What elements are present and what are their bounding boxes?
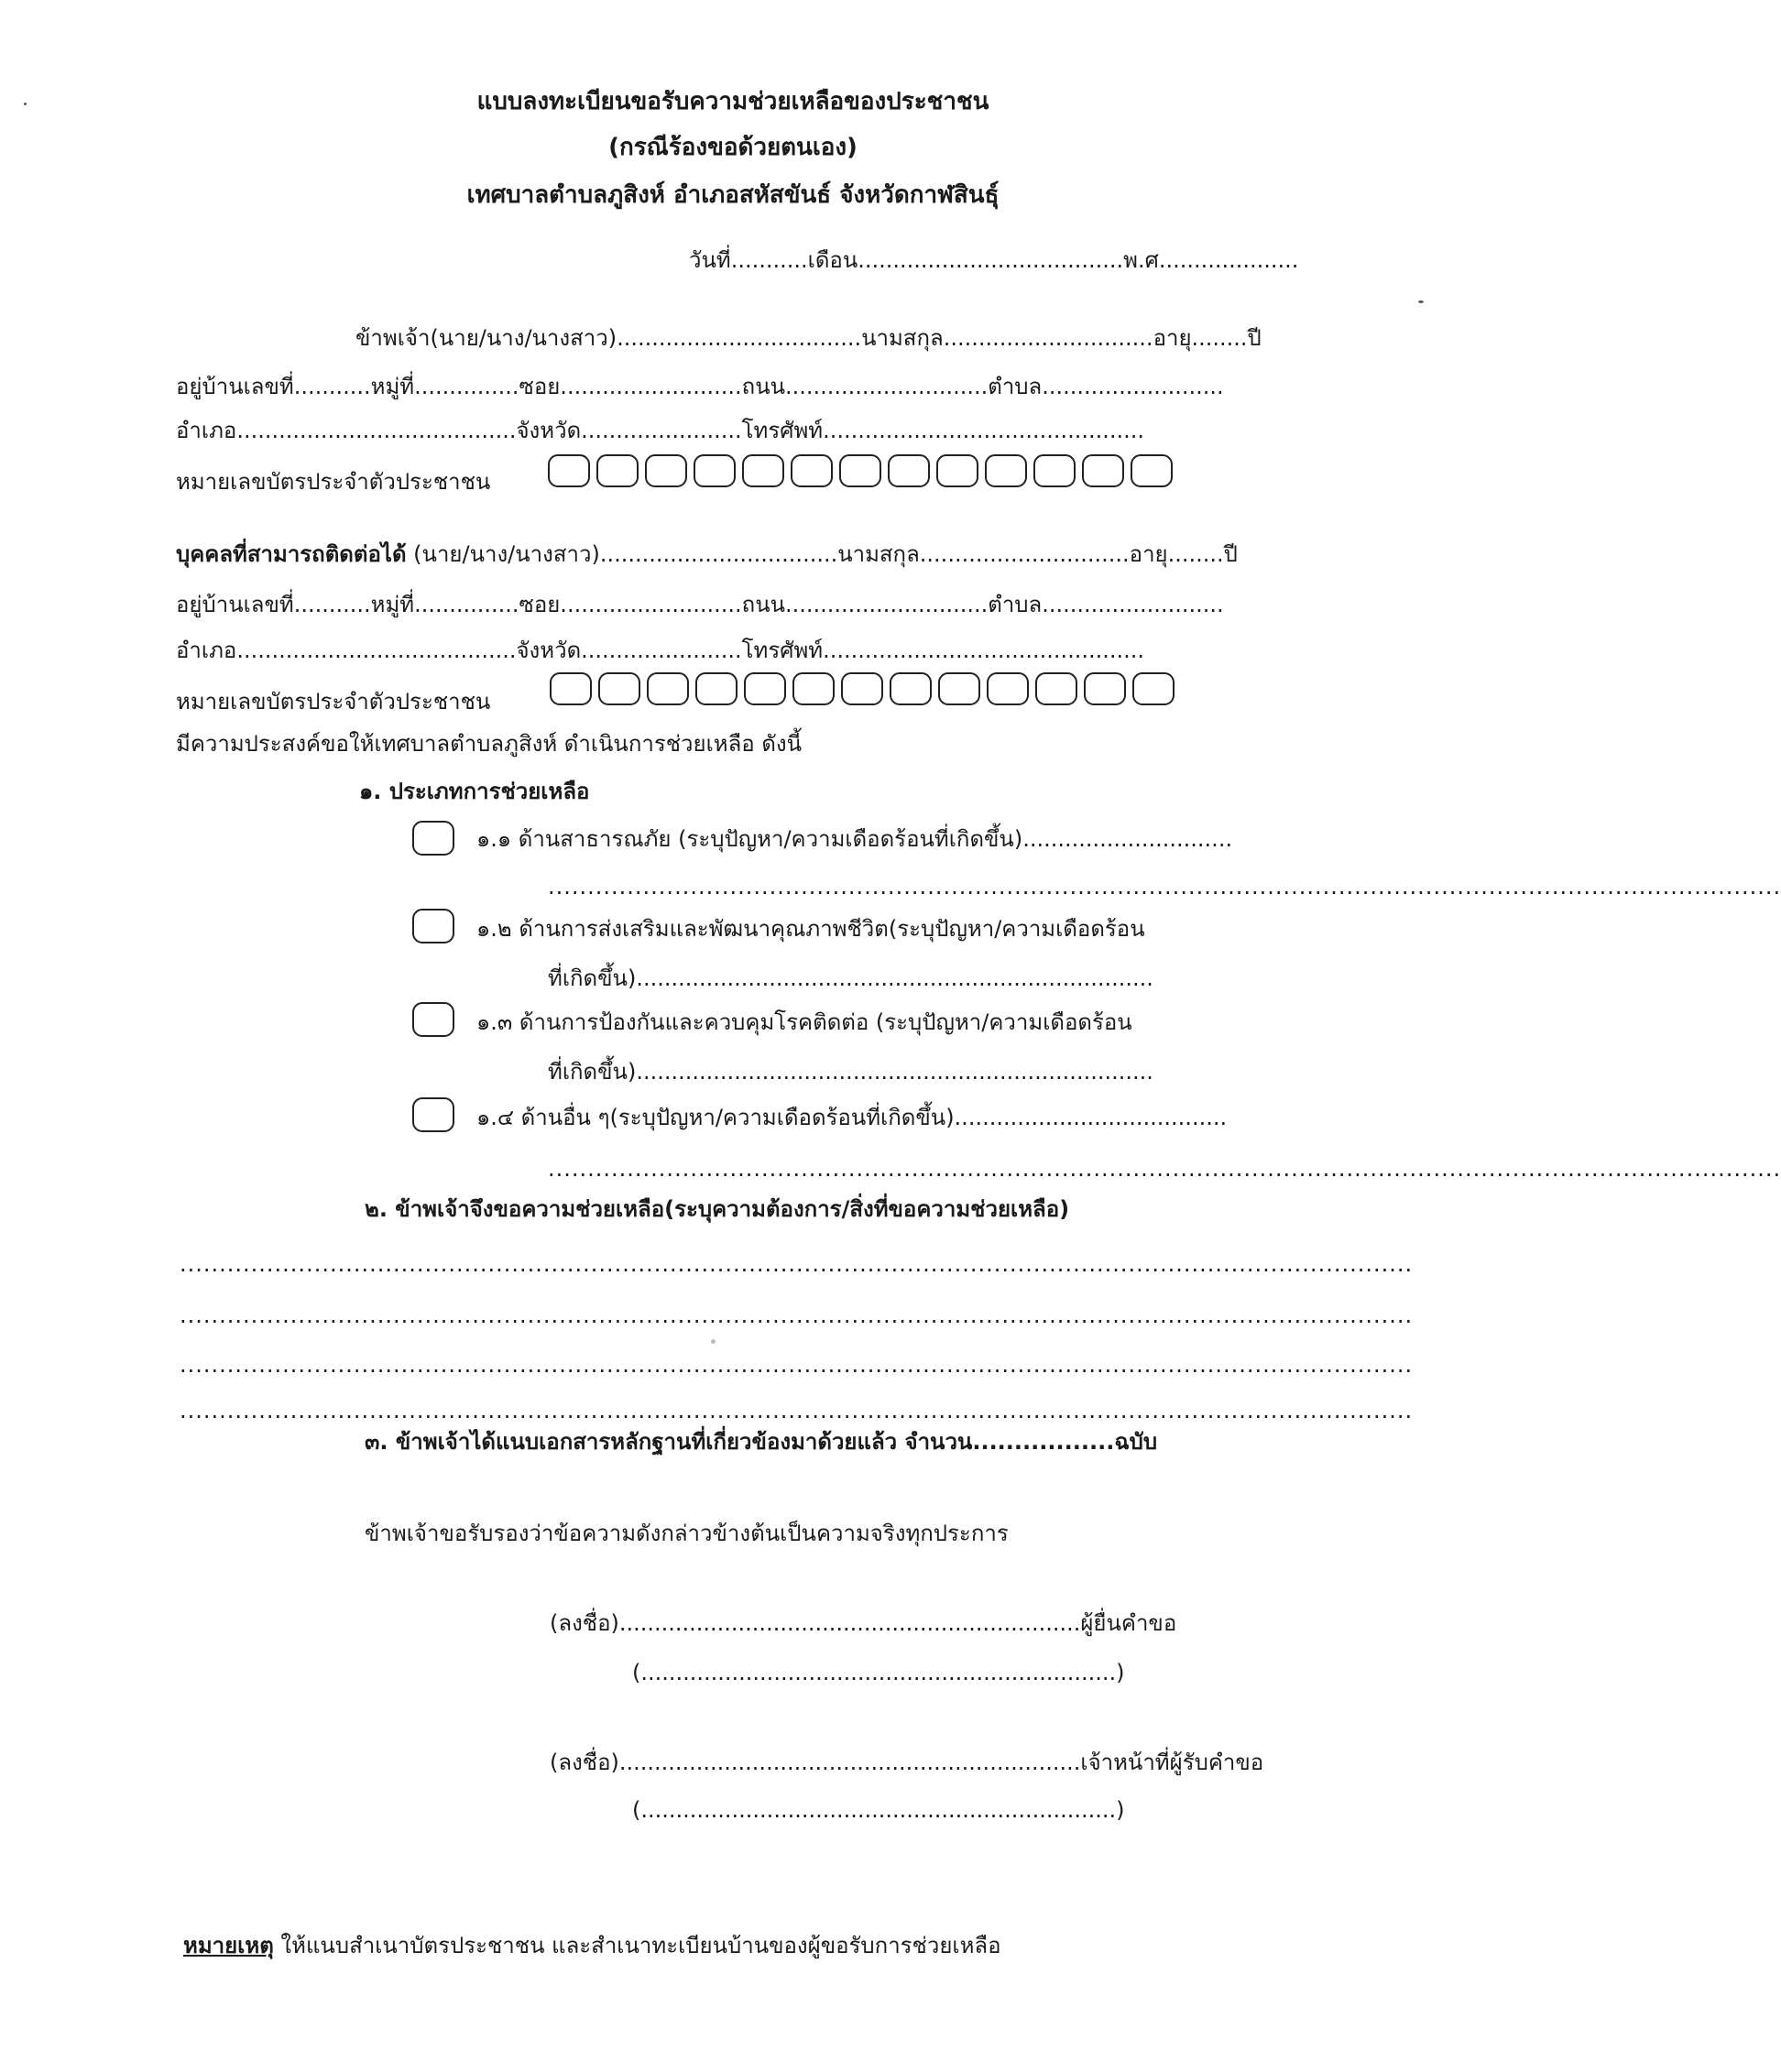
applicant-id-boxes[interactable] xyxy=(548,454,1173,487)
id-digit-box[interactable] xyxy=(839,454,881,487)
checkbox-disaster[interactable] xyxy=(412,821,454,856)
item-quality-of-life-line[interactable]: ๑.๒ ด้านการส่งเสริมและพัฒนาคุณภาพชีวิต(ระบุปัญหา/ความเดือดร้อน xyxy=(476,916,1145,942)
request-line-1[interactable]: ............................................................................................................................................................ xyxy=(180,1251,1414,1277)
item-disease-control-line2[interactable]: ที่เกิดขึ้น).......................................................................... xyxy=(548,1059,1153,1085)
item-disease-control-line[interactable]: ๑.๓ ด้านการป้องกันและควบคุมโรคติดต่อ (ระบุปัญหา/ความเดือดร้อน xyxy=(476,1009,1132,1035)
applicant-name-line[interactable]: ข้าพเจ้า(นาย/นาง/นางสาว)...................................นามสกุล..............................อายุ........ปี xyxy=(355,325,1262,351)
contact-district-line[interactable]: อำเภอ........................................จังหวัด.......................โทรศัพท์.............................................. xyxy=(176,638,1145,663)
contact-id-label: หมายเลขบัตรประจำตัวประชาชน xyxy=(176,689,491,714)
id-digit-box[interactable] xyxy=(550,672,592,705)
applicant-id-label: หมายเลขบัตรประจำตัวประชาชน xyxy=(176,469,491,495)
scan-speck xyxy=(1418,300,1424,303)
id-digit-box[interactable] xyxy=(695,672,738,705)
id-digit-box[interactable] xyxy=(647,672,689,705)
applicant-signature-line[interactable]: (ลงชื่อ)..................................................................ผู้ยื่นคำขอ xyxy=(550,1610,1177,1636)
id-digit-box[interactable] xyxy=(548,454,590,487)
request-line-2[interactable]: ............................................................................................................................................................ xyxy=(180,1303,1414,1328)
id-digit-box[interactable] xyxy=(987,672,1029,705)
scan-speck xyxy=(711,1339,716,1344)
id-digit-box[interactable] xyxy=(936,454,978,487)
remark-line xyxy=(183,1935,1001,1957)
applicant-district-line[interactable]: อำเภอ........................................จังหวัด.......................โทรศัพท์.............................................. xyxy=(176,418,1145,443)
scan-speck xyxy=(24,103,27,105)
contact-label: บุคคลที่สามารถติดต่อได้ xyxy=(176,541,407,567)
checkbox-disease-control[interactable] xyxy=(412,1002,454,1037)
request-line-3[interactable]: ............................................................................................................................................................ xyxy=(180,1352,1414,1378)
id-digit-box[interactable] xyxy=(888,454,930,487)
id-digit-box[interactable] xyxy=(938,672,980,705)
officer-printed-name[interactable]: (....................................................................) xyxy=(632,1797,1125,1823)
id-digit-box[interactable] xyxy=(985,454,1027,487)
remark-label: หมายเหตุ xyxy=(183,1933,274,1958)
municipality-line: เทศบาลตำบลภูสิงห์ อำเภอสหัสขันธ์ จังหวัดกาฬสินธุ์ xyxy=(466,181,1000,209)
id-digit-box[interactable] xyxy=(1131,454,1173,487)
request-line-4[interactable]: ............................................................................................................................................................ xyxy=(180,1398,1414,1423)
section3-heading[interactable]: ๓. ข้าพเจ้าได้แนบเอกสารหลักฐานที่เกี่ยวข้องมาด้วยแล้ว จำนวน.................ฉบับ xyxy=(365,1429,1158,1455)
id-digit-box[interactable] xyxy=(598,672,640,705)
item-disaster-fill-line[interactable]: ............................................................................................................................................................ xyxy=(548,874,1781,900)
applicant-printed-name[interactable]: (....................................................................) xyxy=(632,1660,1125,1685)
id-digit-box[interactable] xyxy=(1033,454,1076,487)
id-digit-box[interactable] xyxy=(596,454,639,487)
checkbox-quality-of-life[interactable] xyxy=(412,909,454,943)
id-digit-box[interactable] xyxy=(792,672,835,705)
form-subtitle: (กรณีร้องขอด้วยตนเอง) xyxy=(608,134,858,161)
contact-name-rest[interactable]: (นาย/นาง/นางสาว)..................................นามสกุล..............................อายุ........ปี xyxy=(406,541,1238,567)
id-digit-box[interactable] xyxy=(791,454,833,487)
id-digit-box[interactable] xyxy=(645,454,687,487)
id-digit-box[interactable] xyxy=(694,454,736,487)
date-line[interactable]: วันที่...........เดือน......................................พ.ศ.................... xyxy=(689,247,1299,273)
form-title: แบบลงทะเบียนขอรับความช่วยเหลือของประชาชน xyxy=(476,88,989,115)
contact-id-boxes[interactable] xyxy=(550,672,1175,705)
item-quality-of-life-line2[interactable]: ที่เกิดขึ้น).......................................................................... xyxy=(548,965,1153,991)
certify-statement: ข้าพเจ้าขอรับรองว่าข้อความดังกล่าวข้างต้นเป็นความจริงทุกประการ xyxy=(365,1521,1009,1546)
applicant-address-line[interactable]: อยู่บ้านเลขที่...........หมู่ที่...............ซอย..........................ถนน.............................ตำบล.......................... xyxy=(176,374,1224,399)
item-disaster-line[interactable]: ๑.๑ ด้านสาธารณภัย (ระบุปัญหา/ความเดือดร้อนที่เกิดขึ้น).............................. xyxy=(476,826,1233,852)
section1-heading: ๑. ประเภทการช่วยเหลือ xyxy=(359,779,590,804)
item-other-fill-line[interactable]: ............................................................................................................................................................ xyxy=(548,1156,1781,1182)
contact-address-line[interactable]: อยู่บ้านเลขที่...........หมู่ที่...............ซอย..........................ถนน.............................ตำบล.......................... xyxy=(176,592,1224,617)
id-digit-box[interactable] xyxy=(1084,672,1126,705)
id-digit-box[interactable] xyxy=(1082,454,1124,487)
id-digit-box[interactable] xyxy=(742,454,784,487)
intent-line: มีความประสงค์ขอให้เทศบาลตำบลภูสิงห์ ดำเนินการช่วยเหลือ ดังนี้ xyxy=(176,731,803,757)
id-digit-box[interactable] xyxy=(890,672,932,705)
id-digit-box[interactable] xyxy=(1035,672,1077,705)
id-digit-box[interactable] xyxy=(1132,672,1175,705)
checkbox-other[interactable] xyxy=(412,1097,454,1132)
contact-name-line[interactable] xyxy=(176,543,1238,565)
id-digit-box[interactable] xyxy=(841,672,883,705)
item-other-line[interactable]: ๑.๔ ด้านอื่น ๆ(ระบุปัญหา/ความเดือดร้อนที่เกิดขึ้น)....................................... xyxy=(476,1105,1228,1130)
officer-signature-line[interactable]: (ลงชื่อ)..................................................................เจ้าหน้าที่ผู้รับคำขอ xyxy=(550,1750,1264,1775)
section2-heading: ๒. ข้าพเจ้าจึงขอความช่วยเหลือ(ระบุความต้องการ/สิ่งที่ขอความช่วยเหลือ) xyxy=(365,1196,1070,1222)
remark-text: ให้แนบสำเนาบัตรประชาชน และสำเนาทะเบียนบ้านของผู้ขอรับการช่วยเหลือ xyxy=(273,1933,1001,1958)
id-digit-box[interactable] xyxy=(744,672,786,705)
